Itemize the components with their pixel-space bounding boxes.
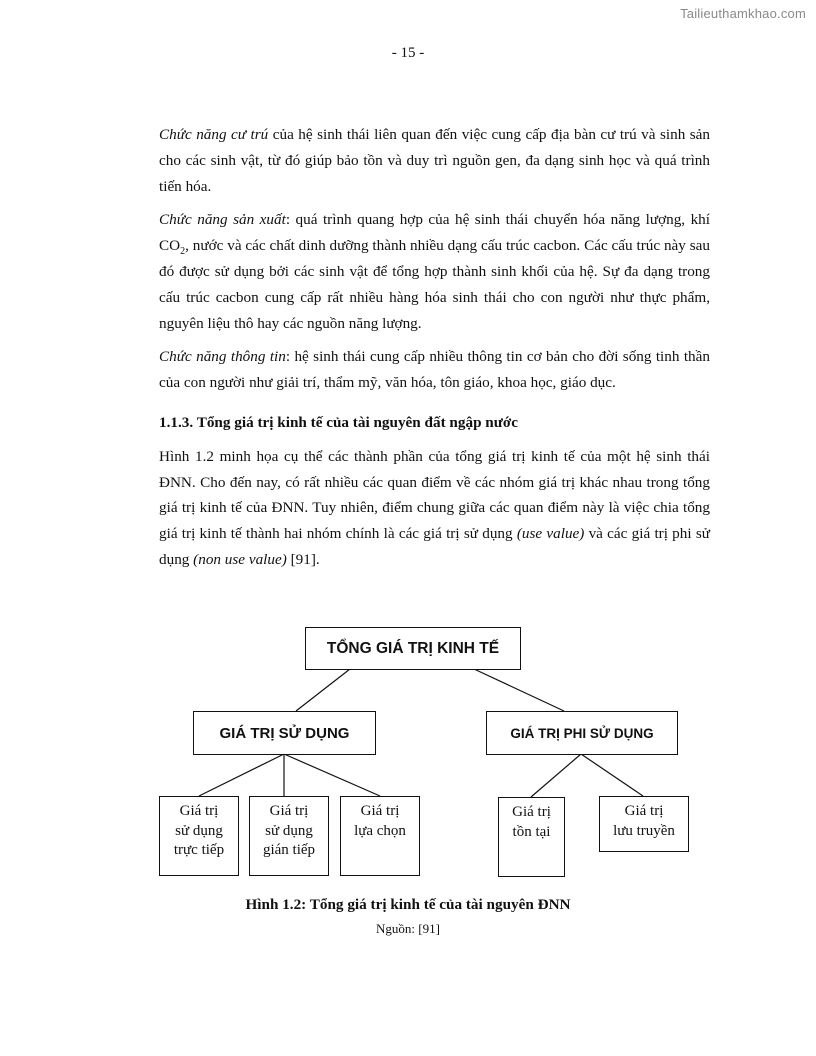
leaf-line: Giá trị [269, 803, 309, 819]
leaf-line: sử dụng [175, 822, 223, 839]
term-information-function: Chức năng thông tin [159, 348, 286, 366]
figure-source: Nguồn: [91] [376, 921, 440, 936]
paragraph-production-function [159, 207, 710, 336]
paragraph-information-function [159, 344, 710, 396]
paragraph-text: và các giá trị phi sử dụng [159, 525, 710, 568]
leaf-line: Giá trị [179, 803, 219, 819]
watermark-text: Tailieuthamkhao.com [680, 6, 806, 21]
paragraph-habitat-function [159, 122, 710, 199]
root-node-label: TỔNG GIÁ TRỊ KINH TẾ [326, 639, 500, 657]
leaf-line: sử dụng [265, 822, 313, 839]
paragraph-figure-intro [159, 444, 710, 573]
body-text [159, 122, 710, 573]
page-number: - 15 - [391, 45, 425, 61]
leaf-line: Giá trị [624, 803, 664, 819]
node-non-use-value-label: GIÁ TRỊ PHI SỬ DỤNG [510, 725, 654, 741]
leaf-line: trực tiếp [173, 842, 225, 858]
leaf-line: gián tiếp [262, 842, 316, 858]
subscript: 2 [180, 246, 186, 258]
node-non-use-value [486, 711, 678, 755]
italic-use-value: (use value) [516, 525, 585, 543]
term-habitat-function: Chức năng cư trú [159, 126, 269, 143]
paragraph-text: , nước và các chất dinh dưỡng thành nhiều dạng cấu trúc cacbon. Các cấu trúc này sau đó được sử dụng bởi các sinh vật để tổng hợp thành sinh khối của hệ. Sự đa dạng trong cấu trúc cacbon cung cấp rất nhiều hàng hóa sinh thái cho con người như thực phẩm, nguyên liệu thô hay các nguồn năng lượng. [159, 237, 710, 332]
section-heading: 1.1.3. Tổng giá trị kinh tế của tài nguyên đất ngập nước [159, 413, 519, 431]
connector-root-nonuse [474, 669, 564, 711]
term-production-function: Chức năng sản xuất [159, 211, 286, 229]
paragraph-text: [91]. [286, 550, 320, 568]
leaf-line: Giá trị [360, 803, 400, 819]
leaf-line: Giá trị [512, 804, 551, 820]
leaf-direct-use-value [159, 796, 239, 876]
connector-use-direct [199, 754, 284, 796]
leaf-line: lựa chọn [354, 822, 406, 839]
figure-caption: Hình 1.2: Tổng giá trị kinh tế của tài nguyên ĐNN [245, 896, 571, 913]
paragraph-text: của hệ sinh thái liên quan đến việc cung cấp địa bàn cư trú và sinh sản cho các sinh vật, từ đó giúp bảo tồn và duy trì nguồn gen, đa dạng sinh học và quá trình tiến hóa. [159, 126, 710, 195]
leaf-option-value [340, 796, 420, 876]
connector-nonuse-bequest [581, 754, 643, 796]
leaf-indirect-use-value [249, 796, 329, 876]
leaf-bequest-value [599, 796, 689, 852]
paragraph-text: Hình 1.2 minh họa cụ thể các thành phần của tổng giá trị kinh tế của một hệ sinh thái ĐNN. Cho đến nay, có rất nhiều các quan điểm về các nhóm giá trị khác nhau trong tổng giá trị kinh tế của ĐNN. Tuy nhiên, điểm chung giữa các quan điểm này là việc chia tổng giá trị kinh tế thành hai nhóm chính là các giá trị sử dụng [159, 447, 710, 543]
node-use-value [193, 711, 376, 755]
leaf-line: tồn tại [512, 823, 551, 840]
leaf-existence-value [498, 797, 565, 877]
leaf-line: lưu truyền [613, 822, 675, 839]
paragraph-text: : hệ sinh thái cung cấp nhiều thông tin cơ bản cho đời sống tinh thần của con người như giải trí, thẩm mỹ, văn hóa, tôn giáo, khoa học, giáo dục. [159, 348, 710, 392]
connector-root-use [296, 669, 350, 711]
italic-non-use-value: (non use value) [193, 550, 287, 568]
node-use-value-label: GIÁ TRỊ SỬ DỤNG [219, 724, 350, 742]
connector-nonuse-existence [531, 754, 581, 797]
connector-use-option [284, 754, 380, 796]
root-node-total-economic-value [305, 627, 521, 670]
paragraph-text: : quá trình quang hợp của hệ sinh thái chuyển hóa năng lượng, khí CO [159, 211, 710, 255]
